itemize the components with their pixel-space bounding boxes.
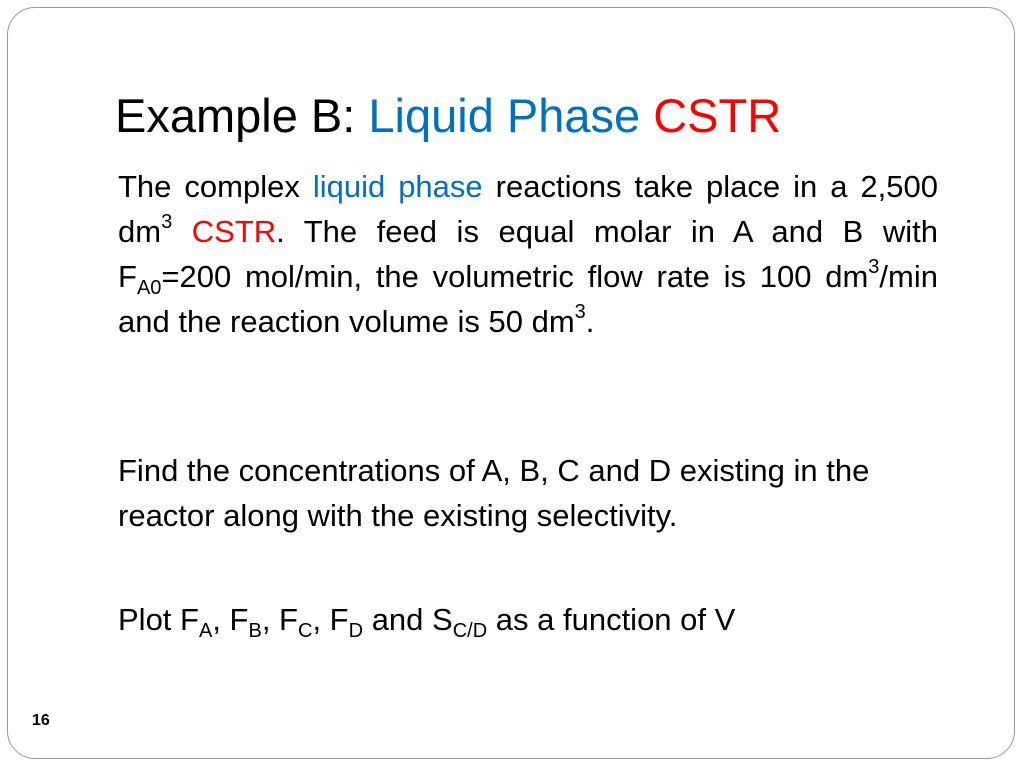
p1-space — [172, 214, 192, 249]
p1-text-7: =200 mol/min, the volumetric flow rate is 100 dm — [161, 259, 869, 294]
p1-text-9: . — [585, 304, 595, 339]
find-concentrations-paragraph: Find the concentrations of A, B, C and D existing in the reactor along with the existing selectivity. — [118, 453, 870, 533]
p1-cstr: CSTR — [191, 214, 277, 249]
p3-sub-d: D — [348, 620, 364, 643]
p1-superscript-3: 3 — [574, 300, 586, 323]
title-space — [640, 89, 653, 142]
p3-sub-a: A — [198, 620, 213, 643]
title-liquid-phase: Liquid Phase — [368, 89, 641, 142]
p1-text-1: The complex — [118, 169, 313, 204]
p1-superscript-2: 3 — [868, 255, 880, 278]
p1-text-8: /min and the reaction volume is 50 dm — [118, 259, 938, 339]
page-number: 16 — [32, 712, 50, 729]
p3-text-2: , F — [212, 602, 249, 637]
problem-statement-paragraph — [118, 164, 938, 344]
p1-text-3: reactions take place in a 2,500 dm — [118, 169, 939, 249]
p3-sub-cd: C/D — [452, 620, 488, 643]
p1-liquid-phase: liquid phase — [312, 169, 483, 204]
slide-title — [115, 86, 915, 146]
title-prefix: Example B: — [115, 89, 369, 142]
p3-text-3: , F — [261, 602, 298, 637]
p3-sub-b: B — [248, 620, 262, 643]
plot-instruction-paragraph — [118, 597, 938, 642]
p3-sub-c: C — [298, 620, 313, 643]
title-cstr: CSTR — [653, 89, 782, 142]
p1-subscript-a0: A0 — [136, 277, 162, 300]
p1-superscript-1: 3 — [161, 210, 173, 233]
p1-text-6: . The feed is equal molar in A and B with F — [118, 214, 938, 294]
p3-text-4: , F — [312, 602, 349, 637]
p3-text-5: and S — [363, 602, 453, 637]
p3-text-6: as a function of V — [487, 602, 736, 637]
p3-text-1: Plot F — [118, 602, 199, 637]
